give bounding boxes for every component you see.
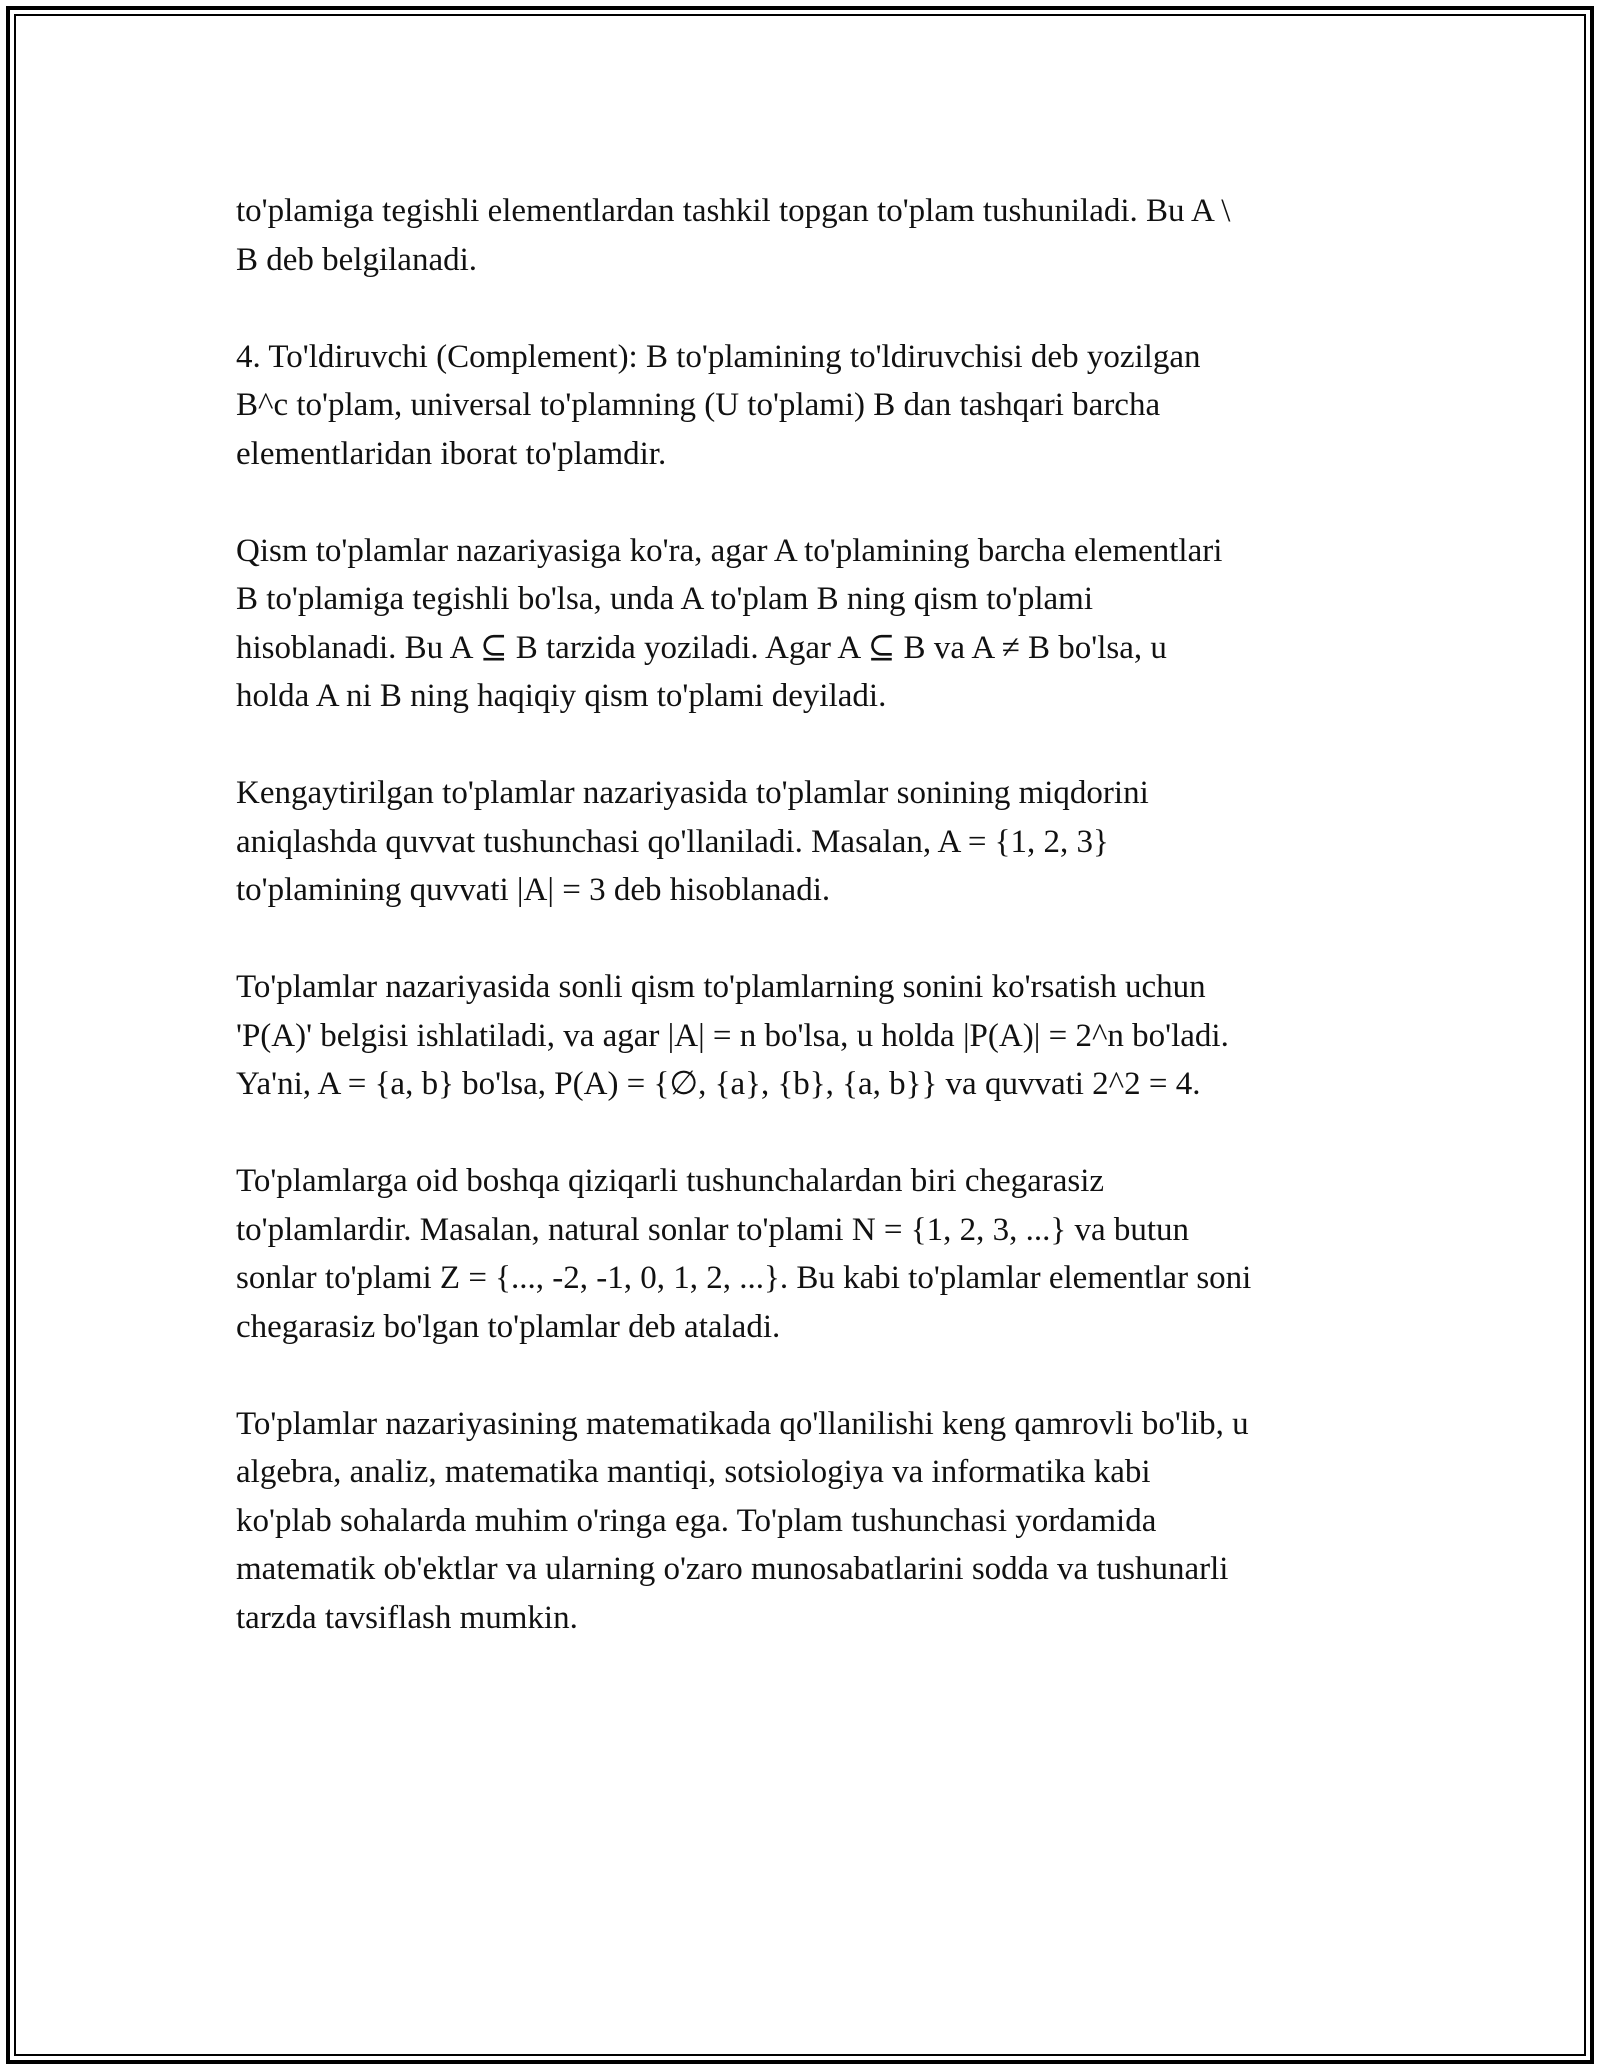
paragraph-complement: 4. To'ldiruvchi (Complement): B to'plamining to'ldiruvchisi deb yozilgan B^c to'plam, universal to'plamning (U to'plami) B dan tashqari barcha elementlaridan iborat to'plamdir. [236,338,1201,472]
paragraph-infinite-sets: To'plamlarga oid boshqa qiziqarli tushunchalardan biri chegarasiz to'plamlardir. Masalan, natural sonlar to'plami N = {1, 2, 3, ...} va butun sonlar to'plami Z = {..., -2, -1, 0, 1, 2, ...}. Bu kabi to'plamlar elementlar soni chegarasiz bo'lgan to'plamlar deb ataladi. [236,1163,1252,1345]
paragraph-difference-continued: to'plamiga tegishli elementlardan tashkil topgan to'plam tushuniladi. Bu A \ B deb belgilanadi. [236,193,1231,278]
document-body [236,187,1376,1691]
paragraph-cardinality: Kengaytirilgan to'plamlar nazariyasida to'plamlar sonining miqdorini aniqlashda quvvat tushunchasi qo'llaniladi. Masalan, A = {1, 2, 3} to'plamining quvvati |A| = 3 deb hisoblanadi. [236,775,1149,908]
paragraph-power-set: To'plamlar nazariyasida sonli qism to'plamlarning sonini ko'rsatish uchun 'P(A)' belgisi ishlatiladi, va agar |A| = n bo'lsa, u holda |P(A)| = 2^n bo'ladi. Ya'ni, A = {a, b} bo'lsa, P(A) = {∅, {a}, {b}, {a, b}} va quvvati 2^2 = 4. [236,969,1229,1102]
paragraph-subset: Qism to'plamlar nazariyasiga ko'ra, agar A to'plamining barcha elementlari B to'plamiga tegishli bo'lsa, unda A to'plam B ning qism to'plami hisoblanadi. Bu A ⊆ B tarzida yoziladi. Agar A ⊆ B va A ≠ B bo'lsa, u holda A ni B ning haqiqiy qism to'plami deyiladi. [236,532,1223,714]
paragraph-applications: To'plamlar nazariyasining matematikada qo'llanilishi keng qamrovli bo'lib, u algebra, analiz, matematika mantiqi, sotsiologiya va informatika kabi ko'plab sohalarda muhim o'ringa ega. To'plam tushunchasi yordamida matematik ob'ektlar va ularning o'zaro munosabatlarini sodda va tushunarli tarzda tavsiflash mumkin. [236,1405,1249,1636]
